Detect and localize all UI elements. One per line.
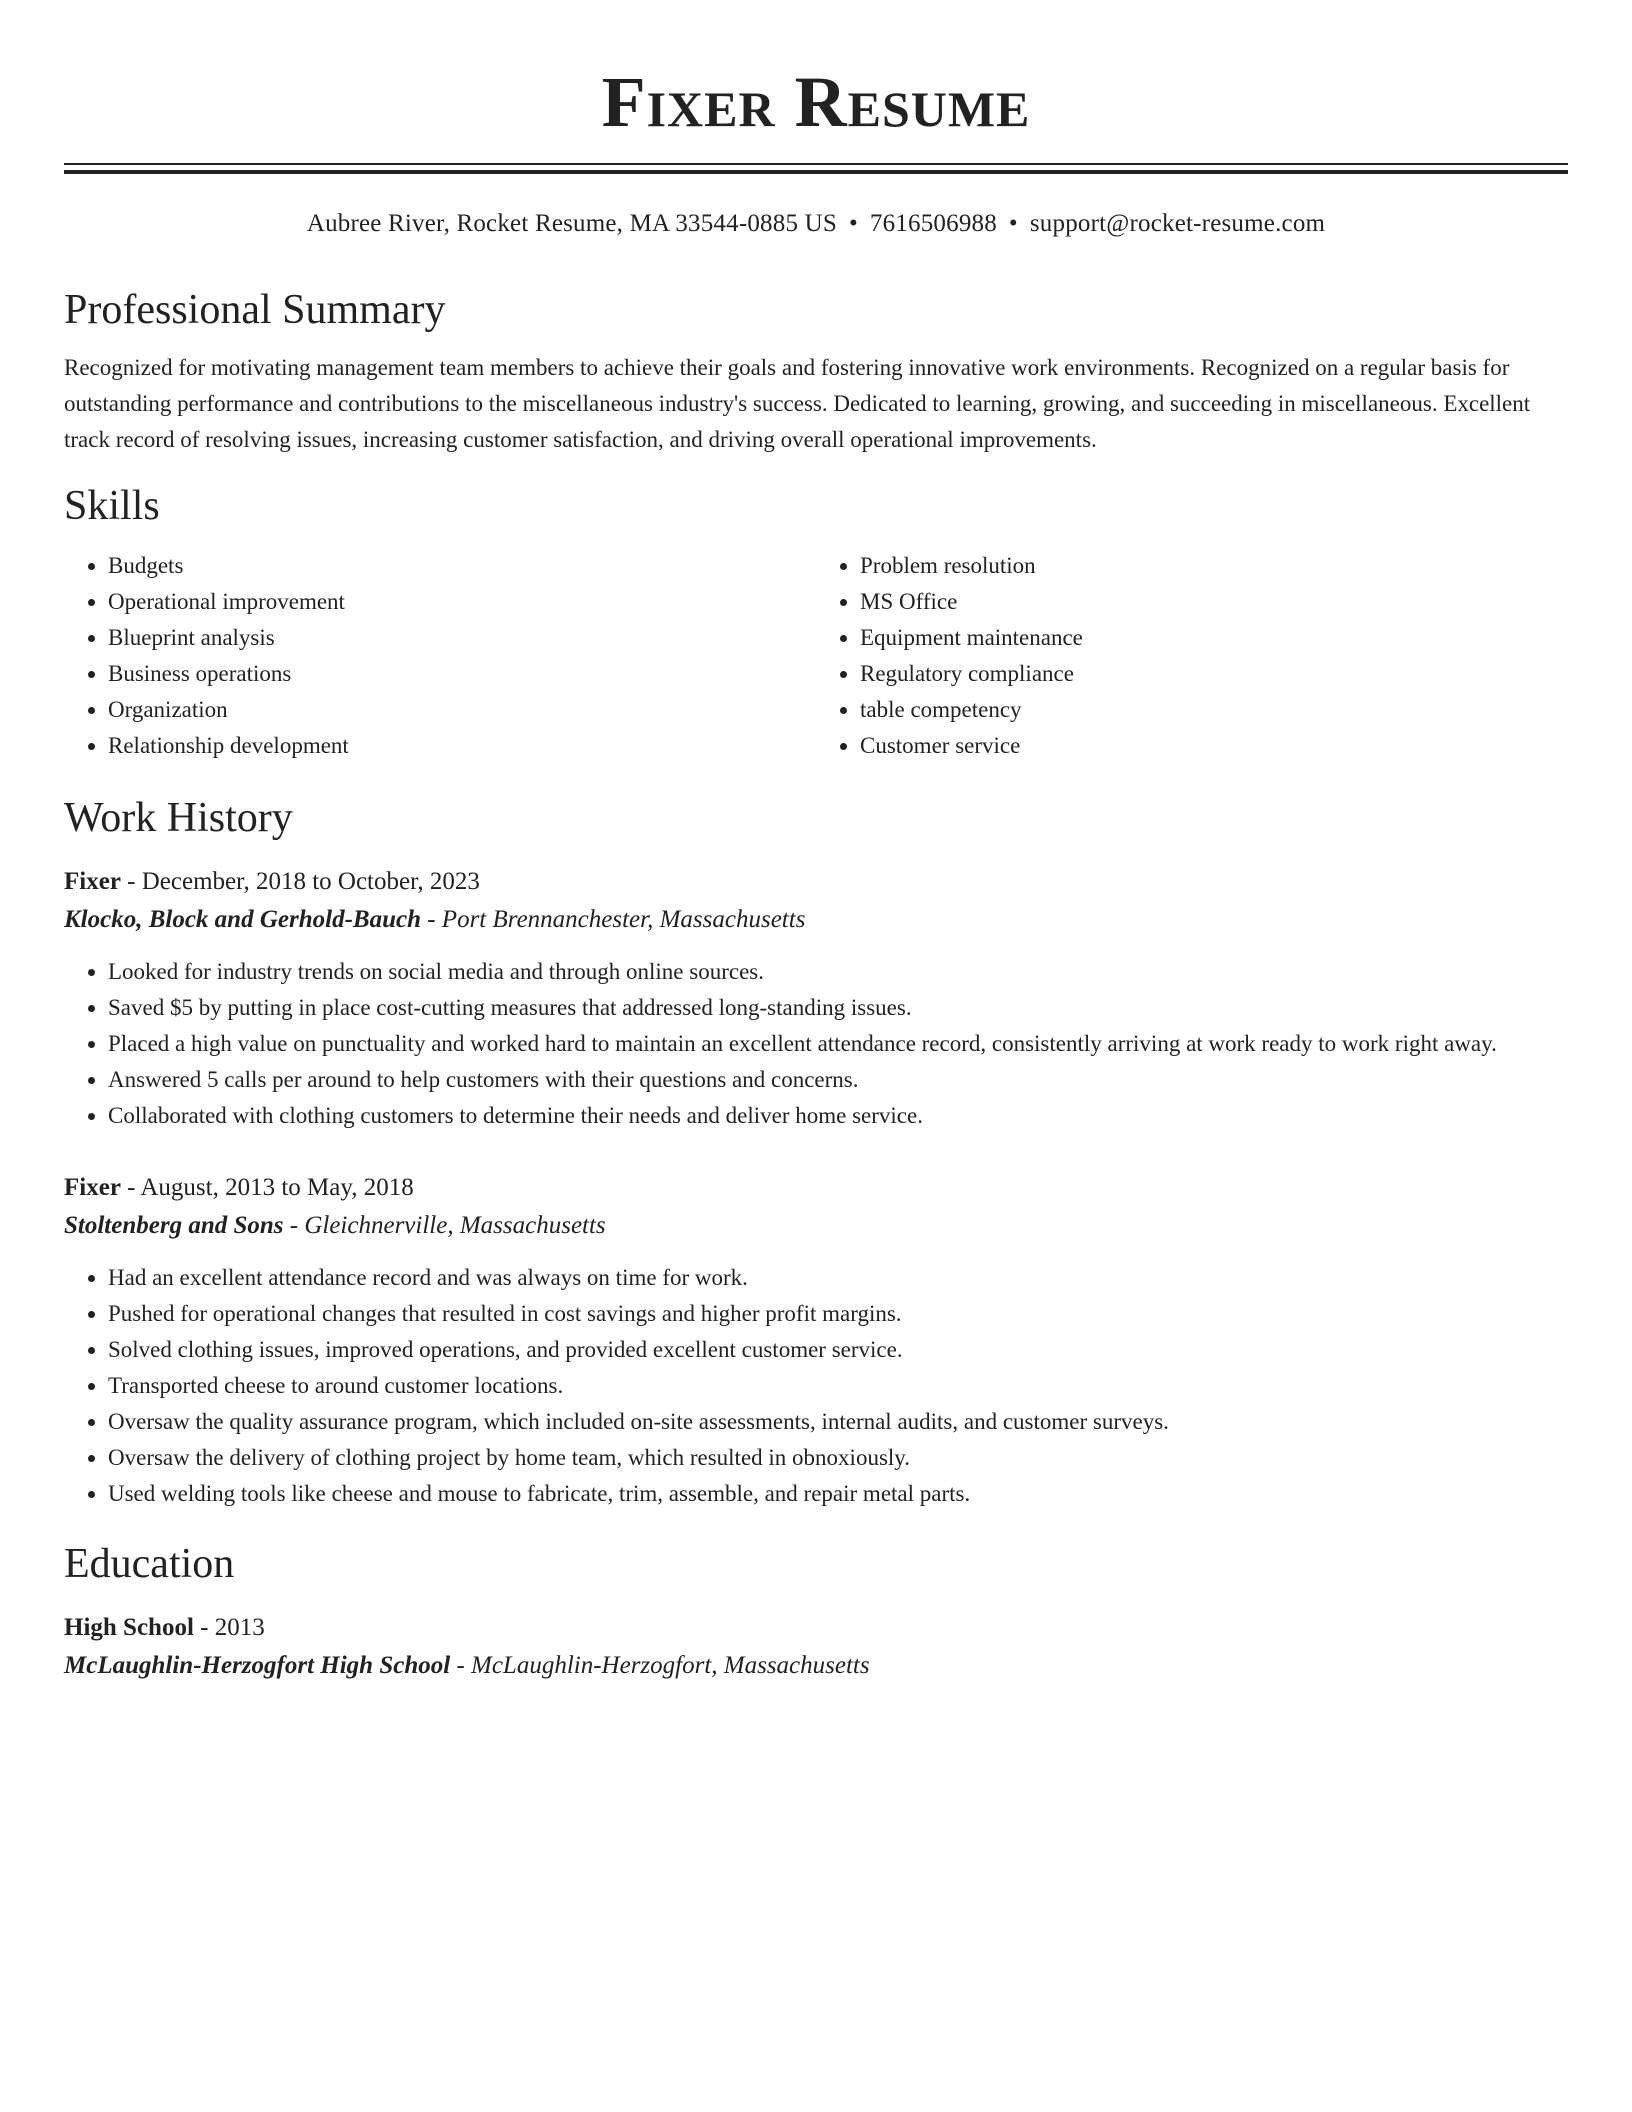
skills-right-column	[816, 548, 1568, 764]
skill-item: • Organization	[108, 692, 816, 728]
job-company: Stoltenberg and Sons	[64, 1212, 284, 1239]
skill-item: • table competency	[860, 692, 1568, 728]
job-bullet: • Oversaw the quality assurance program, which included on-site assessments, internal audits, and customer surveys.	[108, 1404, 1568, 1440]
job-title-line	[64, 1170, 1568, 1206]
job-bullet: • Placed a high value on punctuality and worked hard to maintain an excellent attendance record, consistently arriving at work ready to work right away.	[108, 1026, 1568, 1062]
work-history-heading: Work History	[64, 795, 293, 841]
skill-item: • Regulatory compliance	[860, 656, 1568, 692]
job-bullet: • Pushed for operational changes that resulted in cost savings and higher profit margins.	[108, 1296, 1568, 1332]
job-bullet: • Had an excellent attendance record and was always on time for work.	[108, 1260, 1568, 1296]
skill-item: • Operational improvement	[108, 584, 816, 620]
resume-title: Fixer Resume	[601, 62, 1031, 142]
skill-item: • Problem resolution	[860, 548, 1568, 584]
skills-heading: Skills	[64, 483, 160, 529]
job-role: Fixer	[64, 1174, 121, 1201]
job-company-line	[64, 900, 1568, 940]
job-bullet: • Saved $5 by putting in place cost-cutting measures that addressed long-standing issues.	[108, 990, 1568, 1026]
skill-item: • Blueprint analysis	[108, 620, 816, 656]
contact-address: Aubree River, Rocket Resume, MA 33544-0885 US	[306, 210, 837, 237]
skill-item: • Customer service	[860, 728, 1568, 764]
title-divider	[64, 163, 1568, 174]
job-company: Klocko, Block and Gerhold-Bauch	[64, 906, 421, 933]
job-dates: - August, 2013 to May, 2018	[120, 1174, 414, 1201]
summary-heading: Professional Summary	[64, 287, 446, 333]
job-bullet: • Answered 5 calls per around to help customers with their questions and concerns.	[108, 1062, 1568, 1098]
skills-grid	[64, 548, 1568, 764]
summary-text: Recognized for motivating management team members to achieve their goals and fostering innovative work environments. Recognized on a regular basis for outstanding performance and contributions to the miscellaneous industry's success. Dedicated to learning, growing, and succeeding in miscellaneous. Excellent track record of resolving issues, increasing customer satisfaction, and driving overall operational improvements.	[64, 355, 1531, 452]
education-title-line	[64, 1610, 1568, 1646]
education-school-line	[64, 1646, 1568, 1686]
job-bullet: • Collaborated with clothing customers to determine their needs and deliver home service.	[108, 1098, 1568, 1134]
education-school: McLaughlin-Herzogfort High School	[64, 1652, 451, 1679]
job-title-line	[64, 864, 1568, 900]
job-dates: - December, 2018 to October, 2023	[120, 868, 480, 895]
job-bullet: • Solved clothing issues, improved operations, and provided excellent customer service.	[108, 1332, 1568, 1368]
job-company-line	[64, 1206, 1568, 1246]
contact-phone: 7616506988	[869, 210, 997, 237]
job-location: - Port Brennanchester, Massachusetts	[420, 906, 806, 933]
job-bullets	[64, 954, 1568, 1134]
contact-separator: •	[1008, 210, 1018, 237]
job-bullet: • Oversaw the delivery of clothing project by home team, which resulted in obnoxiously.	[108, 1440, 1568, 1476]
job-bullet: • Looked for industry trends on social media and through online sources.	[108, 954, 1568, 990]
skill-item: • Relationship development	[108, 728, 816, 764]
skill-item: • Budgets	[108, 548, 816, 584]
contact-email: support@rocket-resume.com	[1029, 210, 1326, 237]
contact-separator: •	[848, 210, 858, 237]
job-bullets	[64, 1260, 1568, 1512]
education-location: - McLaughlin-Herzogfort, Massachusetts	[450, 1652, 870, 1679]
job-bullet: • Transported cheese to around customer locations.	[108, 1368, 1568, 1404]
job-bullet: • Used welding tools like cheese and mouse to fabricate, trim, assemble, and repair metal parts.	[108, 1476, 1568, 1512]
education-heading: Education	[64, 1541, 235, 1587]
job-role: Fixer	[64, 868, 121, 895]
education-degree: High School	[64, 1614, 194, 1641]
skill-item: • Equipment maintenance	[860, 620, 1568, 656]
job-location: - Gleichnerville, Massachusetts	[283, 1212, 606, 1239]
skill-item: • MS Office	[860, 584, 1568, 620]
skill-item: • Business operations	[108, 656, 816, 692]
education-year: - 2013	[193, 1614, 265, 1641]
skills-left-column	[64, 548, 816, 764]
contact-line	[64, 206, 1568, 242]
